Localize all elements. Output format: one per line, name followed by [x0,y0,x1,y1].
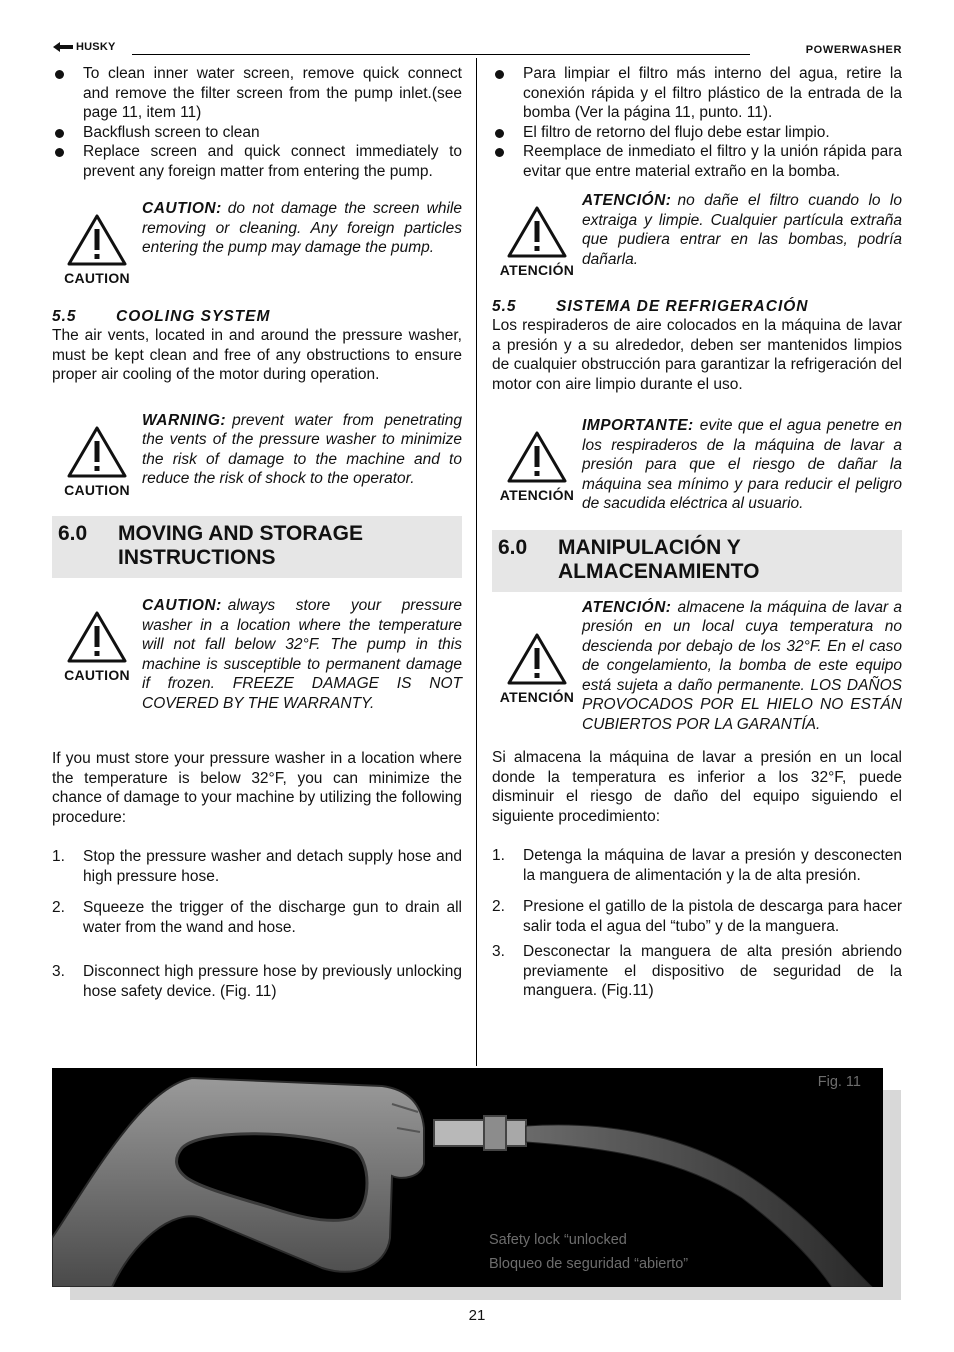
storage-steps [492,846,902,1001]
warning-lead: WARNING: [142,411,227,429]
caution-label: ATENCIÓN [499,262,575,278]
cooling-paragraph: Los respiraderos de aire colocados en la máquina de lavar a presión y a su alrededor, deben ser mantenidos limpios de cualquier obstrucción para garantizar la refrigeración del motor con aire limpio durante el uso. [492,317,902,393]
caution-lead: ATENCIÓN: [582,192,672,209]
brand-name: HUSKY [76,41,116,53]
warning-triangle-icon [66,610,128,664]
caution-text: do not damage the screen while removing or cleaning. Any foreign particles entering the pump may damage the pump. [142,200,462,256]
header-rule [132,54,750,55]
english-column [52,64,462,1001]
warning-text: prevent water from penetrating the vents of the pressure washer to minimize the risk of damage to the machine and to reduce the risk of shock to the operator. [142,411,462,487]
caution-notice-storage [492,598,902,735]
figure-label: Fig. 11 [817,1074,861,1090]
subsection-heading: 5.5 SISTEMA DE REFRIGERACIÓN [492,297,809,315]
husky-logo-icon [52,41,74,53]
list-item: Backflush screen to clean [52,123,462,143]
caution-notice-storage [52,596,462,713]
page-number: 21 [468,1307,486,1324]
list-item: 2. Squeeze the trigger of the discharge gun to drain all water from the wand and hose. [52,899,462,936]
warning-triangle-icon [506,205,568,259]
subsection-heading: 5.5 COOLING SYSTEM [52,307,271,325]
warning-triangle-icon [506,430,568,484]
section-heading: 6.0 MANIPULACIÓN Y ALMACENAMIENTO [492,530,902,592]
caution-lead: ATENCIÓN: [582,598,672,616]
section-heading: 6.0 MOVING AND STORAGE INSTRUCTIONS [52,516,462,578]
screen-cleaning-list [52,64,462,181]
cooling-paragraph: The air vents, located in and around the pressure washer, must be kept clean and free of any obstructions to ensure proper air cooling of the motor during operation. [52,327,462,383]
storage-steps [52,847,462,1001]
caution-label: ATENCIÓN [499,688,575,705]
warning-triangle-icon [66,425,128,479]
caution-text: no dañe el filtro cuando lo lo extraiga y limpie. Cualquier partícula extraña que pudiera entrar en las bombas, podría dañarla. [582,192,902,268]
warning-triangle-icon [66,213,128,267]
caution-label: CAUTION [64,481,130,498]
list-item: 1. Detenga la máquina de lavar a presión y desconecten la manguera de alimentación y la de alta presión. [492,847,902,884]
list-item: Para limpiar el filtro más interno del agua, retire la conexión rápida y el filtro plástico de la entrada de la bomba (Ver la página 11, punto. 11). [492,64,902,123]
caution-label: CAUTION [64,270,130,286]
list-item: To clean inner water screen, remove quick connect and remove the filter screen from the pump inlet.(see page 11, item 11) [52,64,462,123]
caution-text: almacene la máquina de lavar a presión en un local cuya temperatura no descienda por debajo de los 32°F. En el caso de congelamiento, la bomba de este equipo está sujeta a daño permanente. LOS DAÑOS PROVOCADOS POR EL HIELO NO ESTÁN CUBIERTOS POR LA GARANTÍA. [582,598,902,733]
list-item: 2. Presione el gatillo de la pistola de descarga para hacer salir toda el agua del “tubo” y de la manguera. [492,898,902,935]
list-item: 3. Disconnect high pressure hose by previously unlocking hose safety device. (Fig. 11) [52,963,462,1000]
brand-logo [52,41,116,53]
page-header [52,40,902,58]
warning-notice-vents [52,411,462,501]
caution-lead: CAUTION: [142,200,222,217]
warning-lead: IMPORTANTE: [582,417,694,434]
list-item: 1. Stop the pressure washer and detach supply hose and high pressure hose. [52,848,462,885]
list-item: El filtro de retorno del flujo debe estar limpio. [492,123,902,143]
warning-text: evite que el agua penetre en los respiraderos de la máquina de lavar a presión para que el riesgo de dañar la máquina sea mínimo y para reducir el peligro de sacudida eléctrica al usuario. [582,417,902,512]
column-divider [476,58,477,1066]
figure-caption-en: Safety lock “unlocked [489,1232,627,1248]
warning-notice-vents [492,416,902,514]
figure-11 [52,1068,883,1287]
list-item: 3. Desconectar la manguera de alta presión abriendo previamente el dispositivo de seguridad de la manguera. (Fig.11) [492,943,902,999]
caution-notice-screen [52,199,462,289]
storage-intro: Si almacena la máquina de lavar a presión en un local donde la temperatura es inferior a los 32°F, puede disminuir el riesgo de daño del equipo siguiendo el siguiente procedimiento: [492,749,902,825]
screen-cleaning-list [492,64,902,181]
storage-intro: If you must store your pressure washer in a location where the temperature is below 32°F, you can minimize the chance of damage to your machine by utilizing the following procedure: [52,750,462,826]
figure-caption-es: Bloqueo de seguridad “abierto” [489,1256,689,1272]
caution-notice-screen [492,191,902,281]
caution-label: CAUTION [64,667,130,683]
list-item: Replace screen and quick connect immediately to prevent any foreign matter from entering the pump. [52,142,462,181]
caution-label: ATENCIÓN [499,487,575,503]
spanish-column [492,64,902,1001]
header-title: POWERWASHER [805,44,902,56]
list-item: Reemplace de inmediato el filtro y la unión rápida para evitar que entre material extraño en la bomba. [492,142,902,181]
spray-gun-illustration [52,1068,883,1287]
caution-text: always store your pressure washer in a location where the temperature will not fall below 32°F. The pump in this machine is susceptible to permanent damage if frozen. FREEZE DAMAGE IS NOT COVERED BY THE WARRANTY. [142,597,462,712]
caution-lead: CAUTION: [142,597,222,614]
warning-triangle-icon [506,632,568,686]
